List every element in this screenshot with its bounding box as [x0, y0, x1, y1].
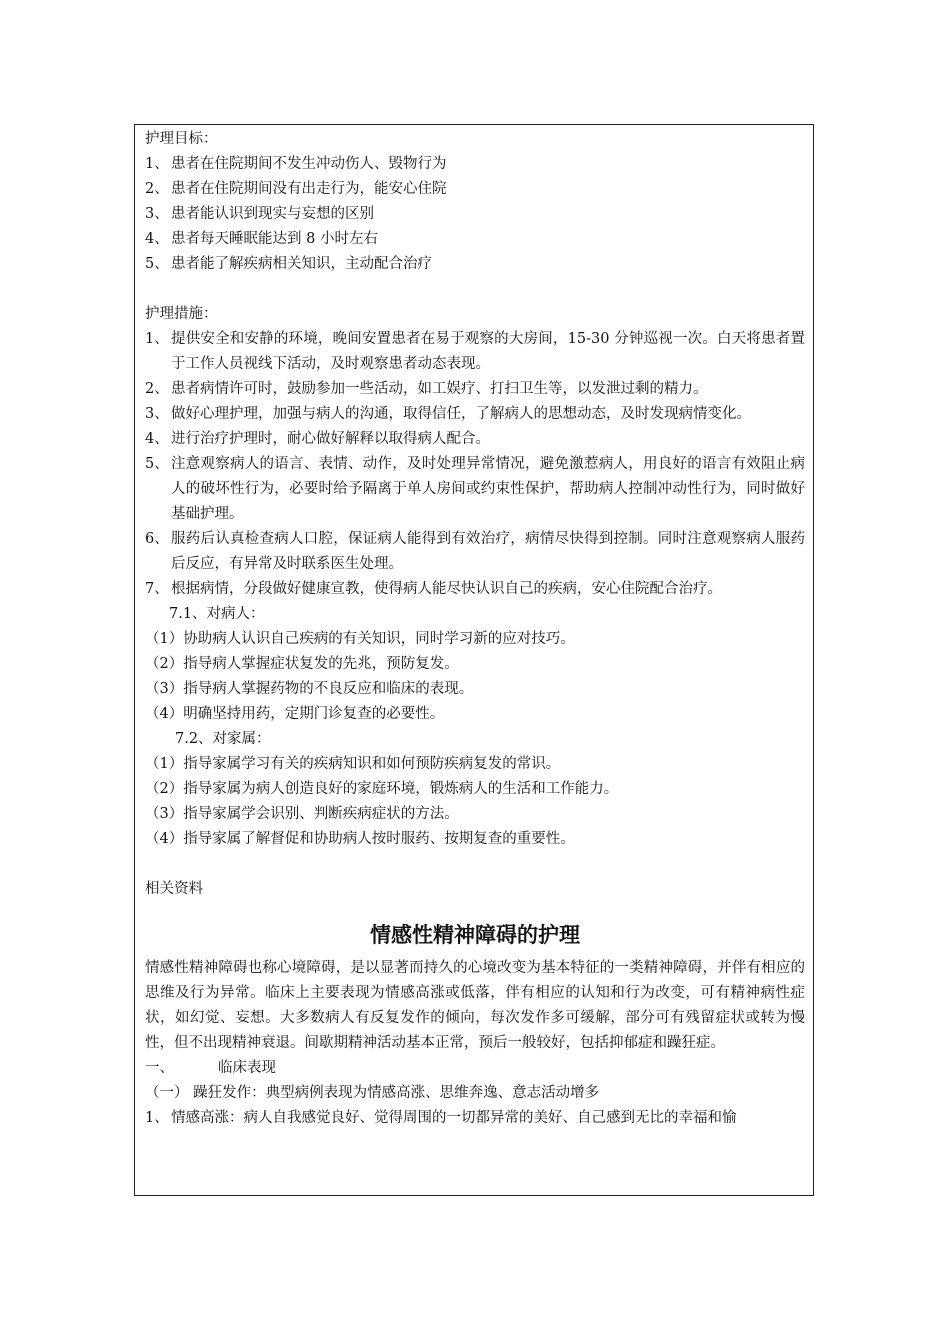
measure-num: 2、	[145, 381, 169, 397]
measure-text: 进行治疗护理时，耐心做好解释以取得病人配合。	[171, 431, 490, 447]
patient-item: （2）指导病人掌握症状复发的先兆，预防复发。	[145, 656, 459, 672]
document-content	[145, 127, 805, 1131]
family-item: （1）指导家属学习有关的疾病知识和如何预防疾病复发的常识。	[145, 756, 561, 772]
measure-num: 7、	[145, 581, 169, 597]
patient-item: （3）指导病人掌握药物的不良反应和临床的表现。	[145, 681, 474, 697]
goals-heading: 护理目标：	[145, 131, 218, 147]
goal-text: 患者在住院期间没有出走行为，能安心住院	[171, 181, 447, 197]
patient-item: （1）协助病人认识自己疾病的有关知识，同时学习新的应对技巧。	[145, 631, 575, 647]
goal-item	[145, 177, 805, 202]
measure-text: 提供安全和安静的环境，晚间安置患者在易于观察的大房间，15-30 分钟巡视一次。白天将患者置于工作人员视线下活动，及时观察患者动态表现。	[171, 331, 805, 372]
goal-num: 1、	[145, 156, 169, 172]
measure-item	[145, 577, 805, 602]
measure-item	[145, 427, 805, 452]
measure-item	[145, 402, 805, 427]
goal-text: 患者能认识到现实与妄想的区别	[171, 206, 374, 222]
goal-num: 5、	[145, 256, 169, 272]
measure-item	[145, 452, 805, 527]
spacer	[145, 852, 805, 877]
document-frame	[134, 124, 814, 1196]
measure-item	[145, 527, 805, 577]
spacer	[145, 277, 805, 302]
measure-item	[145, 327, 805, 377]
goal-text: 患者每天睡眠能达到 8 小时左右	[171, 231, 378, 247]
section-title: 临床表现	[218, 1060, 276, 1076]
measure-num: 6、	[145, 531, 169, 547]
goal-text: 患者能了解疾病相关知识，主动配合治疗	[171, 256, 432, 272]
subsection-heading: （一） 躁狂发作：典型病例表现为情感高涨、思维奔逸、意志活动增多	[145, 1085, 600, 1101]
goal-item	[145, 152, 805, 177]
goal-num: 2、	[145, 181, 169, 197]
measure-num: 4、	[145, 431, 169, 447]
measure-num: 5、	[145, 456, 169, 472]
family-item: （4）指导家属了解督促和协助病人按时服药、按期复查的重要性。	[145, 831, 575, 847]
measures-heading: 护理措施：	[145, 306, 218, 322]
measure-text: 服药后认真检查病人口腔，保证病人能得到有效治疗，病情尽快得到控制。同时注意观察病人服药后反应，有异常及时联系医生处理。	[171, 531, 805, 572]
goal-num: 4、	[145, 231, 169, 247]
patient-item: （4）明确坚持用药，定期门诊复查的必要性。	[145, 706, 445, 722]
goal-item	[145, 227, 805, 252]
family-item: （2）指导家属为病人创造良好的家庭环境，锻炼病人的生活和工作能力。	[145, 781, 619, 797]
measure-num: 3、	[145, 406, 169, 422]
measure-item	[145, 377, 805, 402]
symptom-text: 情感高涨：病人自我感觉良好、觉得周围的一切都异常的美好、自己感到无比的幸福和愉	[171, 1110, 737, 1126]
goal-item	[145, 252, 805, 277]
related-label: 相关资料	[145, 881, 203, 897]
section-heading	[145, 1056, 805, 1081]
measure-text: 患者病情许可时，鼓励参加一些活动，如工娱疗、打扫卫生等，以发泄过剩的精力。	[171, 381, 708, 397]
section-num: 一、	[145, 1060, 174, 1076]
article-intro: 情感性精神障碍也称心境障碍，是以显著而持久的心境改变为基本特征的一类精神障碍，并伴有相应的思维及行为异常。临床上主要表现为情感高涨或低落，伴有相应的认知和行为改变，可有精神病性症状，如幻觉、妄想。大多数病人有反复发作的倾向，每次发作多可缓解，部分可有残留症状或转为慢性，但不出现精神衰退。间歇期精神活动基本正常，预后一般较好，包括抑郁症和躁狂症。	[145, 960, 805, 1051]
goal-num: 3、	[145, 206, 169, 222]
measure-num: 1、	[145, 331, 169, 347]
family-subheading: 7.2、对家属：	[175, 731, 271, 747]
goal-item	[145, 202, 805, 227]
patient-subheading: 7.1、对病人：	[169, 606, 265, 622]
measure-text: 做好心理护理，加强与病人的沟通，取得信任，了解病人的思想动态，及时发现病情变化。	[171, 406, 751, 422]
article-title: 情感性精神障碍的护理	[370, 923, 580, 947]
measure-text: 根据病情，分段做好健康宣教，使得病人能尽快认识自己的疾病，安心住院配合治疗。	[171, 581, 722, 597]
goal-text: 患者在住院期间不发生冲动伤人、毁物行为	[171, 156, 447, 172]
symptom-num: 1、	[145, 1110, 169, 1126]
family-item: （3）指导家属学会识别、判断疾病症状的方法。	[145, 806, 459, 822]
measure-text: 注意观察病人的语言、表情、动作，及时处理异常情况，避免激惹病人，用良好的语言有效阻止病人的破坏性行为，必要时给予隔离于单人房间或约束性保护，帮助病人控制冲动性行为，同时做好基础护理。	[171, 456, 805, 522]
symptom-item	[145, 1106, 805, 1131]
